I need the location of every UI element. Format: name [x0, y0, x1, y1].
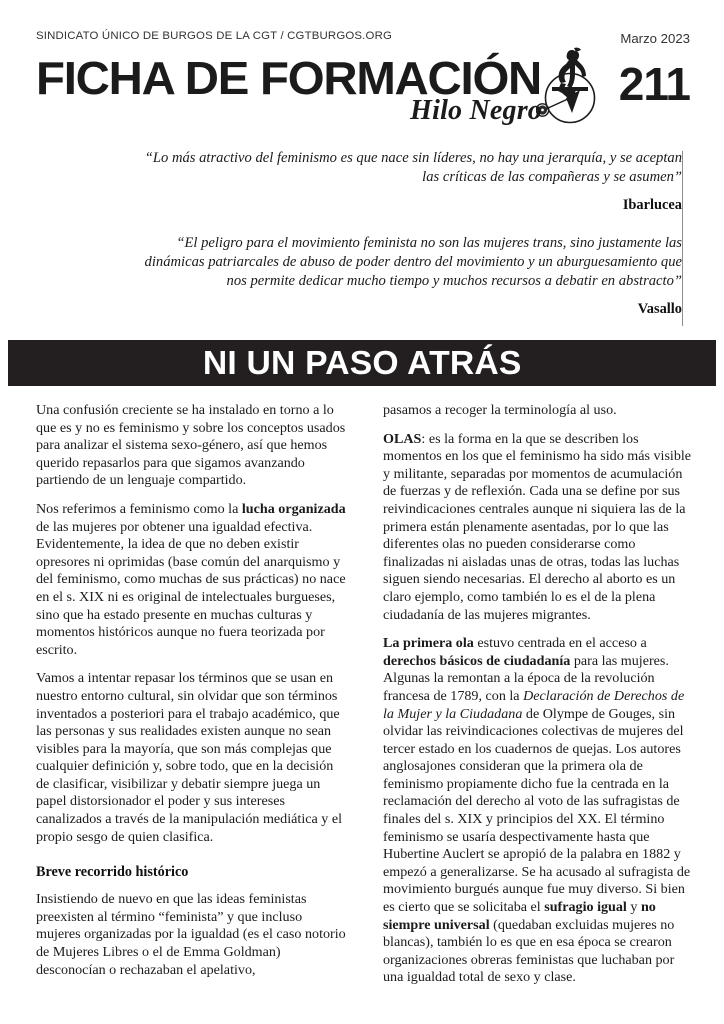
emphasis-bold: sufragio igual: [544, 899, 627, 916]
paragraph: [383, 431, 696, 625]
section-banner-title: NI UN PASO ATRÁS: [202, 344, 522, 381]
quote-text: “El peligro para el movimiento feminista no son las mujeres trans, sino justamente las dinámicas patriarcales de abuso de poder dentro del movimiento y un aburguesamiento que nos permite dedicar mucho tiempo y muchos recursos a debatir en abstracto”: [144, 235, 682, 289]
quotes-block: [0, 149, 724, 318]
page-title: FICHA DE FORMACIÓN: [36, 52, 542, 104]
organization-line: SINDICATO ÚNICO DE BURGOS DE LA CGT / CGTBURGOS.ORG: [36, 30, 393, 42]
paragraph-text: para las mujeres. Algunas la remontan a la época de la revolución francesa de 1789, con la: [383, 652, 669, 704]
paragraph-text: estuvo centrada en el acceso a: [473, 635, 647, 652]
paragraph-text: (quedaban excluidas mujeres no blancas), también lo es que en esa época se crearon organizaciones obreras feministas que luchaban por una igualdad total de sexo y clase.: [383, 916, 675, 986]
emphasis-bold: derechos básicos de ciudadanía: [383, 652, 571, 669]
quote-text: “Lo más atractivo del feminismo es que nace sin líderes, no hay una jerarquía, y se aceptan las críticas de las compañeras y se asumen”: [144, 150, 682, 185]
quote-author: Vasallo: [637, 301, 682, 317]
quote-author: Ibarlucea: [622, 197, 682, 213]
paragraph: [36, 402, 349, 490]
issue-date: Marzo 2023: [620, 31, 690, 46]
paragraph-text: y: [626, 899, 641, 916]
article-body: [0, 386, 724, 998]
quote-item: [0, 234, 682, 318]
section-heading: Breve recorrido histórico: [36, 864, 189, 881]
paragraph-text: : es la forma en la que se describen los momentos en los que el feminismo ha sido más visible y militante, separadas por momentos de acumulación de fuerzas y de reflexión. Cada una se define por sus reivindicaciones centrales aunque ni siquiera las de la primera están plenamente asentadas, por lo que las diferentes olas no pueden considerarse como finalizadas ni aisladas unas de otras, todas las luchas siguen siendo necesarias. El derecho al aborto es un claro ejemplo, como también lo es el de la plena ciudadanía de las mujeres migrantes.: [383, 430, 692, 623]
quote-item: [0, 149, 682, 214]
paragraph-text: pasamos a recoger la terminología al uso.: [383, 402, 617, 418]
paragraph: [383, 402, 696, 420]
paragraph-text: de Olympe de Gouges, sin olvidar las reivindicaciones colectivas de mujeres del tercer estado en los cuadernos de quejas. Los autores anglosajones consideran que la primera ola de feminismo propiamente dicho fue la centrada en la reclamación del derecho al voto de las sufragistas de finales del s. XIX y principios del XX. El término feminismo se usaría despectivamente hasta que Hubertine Auclert se apropió de la palabra en 1882 y empezó a generalizarse. Se ha acusado al sufragista de movimiento burgués aunque fue muy diverso. Si bien es cierto que se solicitaba el: [383, 705, 691, 916]
right-column: [383, 402, 696, 998]
paragraph-text: Una confusión creciente se ha instalado en torno a lo que es y no es feminismo y sobre los conceptos usados para analizar el sistema sexo-género, así que hemos querido repasarlos para que sigamos avanzando partiendo de un lenguaje compartido.: [36, 402, 346, 489]
paragraph: [36, 891, 349, 979]
emphasis-bold: lucha organizada: [241, 500, 346, 517]
paragraph-text: Insistiendo de nuevo en que las ideas feministas preexisten al término “feminista” y que incluso mujeres organizadas por la igualdad (es el caso notorio de Mujeres Libres o el de Emma Goldman) desconocían o rechazaban el apelativo,: [36, 891, 346, 978]
emphasis-bold: no siempre universal: [383, 899, 656, 933]
emphasis-italic-title: Declaración de Derechos de la Mujer y la Ciudadana: [383, 687, 685, 722]
section-banner: [8, 340, 716, 386]
paragraph: [36, 501, 349, 659]
paragraph: [36, 670, 349, 846]
paragraph-text: Vamos a intentar repasar los términos que se usan en nuestro entorno cultural, sin olvidar que son términos inventados a posteriori para el trabajo académico, que las personas y sus realidades existen aunque no sean visibles para la mayoría, que son más complejas que cualquier definición y, sobre todo, que en la decisión de clasificar, visibilizar y debatir siempre juega un papel distorsionador el poder y sus intereses canalizados a través de la manipulación mediática y el propio sesgo de quien clasifica.: [36, 670, 343, 845]
paragraph-text: Nos referimos a feminismo como la: [36, 500, 242, 517]
masthead-main: [36, 53, 690, 131]
penny-farthing-cyclist-icon: [536, 41, 598, 127]
issue-number: 211: [618, 58, 690, 110]
emphasis-bold: OLAS: [383, 430, 422, 447]
paragraph-text: de las mujeres por obtener una igualdad efectiva. Evidentemente, la idea de que no deben existir opresores ni oprimidas (base común del anarquismo y del feminismo, como muchas de sus prácticas) no nace en el s. XIX ni es original de intelectuales burgueses, sino que ha estado presente en muchas culturas y momentos históricos aunque no fuera teorizada por escrito.: [36, 518, 346, 658]
masthead: [0, 0, 724, 131]
emphasis-bold: La primera ola: [383, 635, 474, 652]
page-subtitle: Hilo Negro: [410, 95, 542, 126]
paragraph: [383, 635, 696, 987]
left-column: [36, 402, 349, 998]
